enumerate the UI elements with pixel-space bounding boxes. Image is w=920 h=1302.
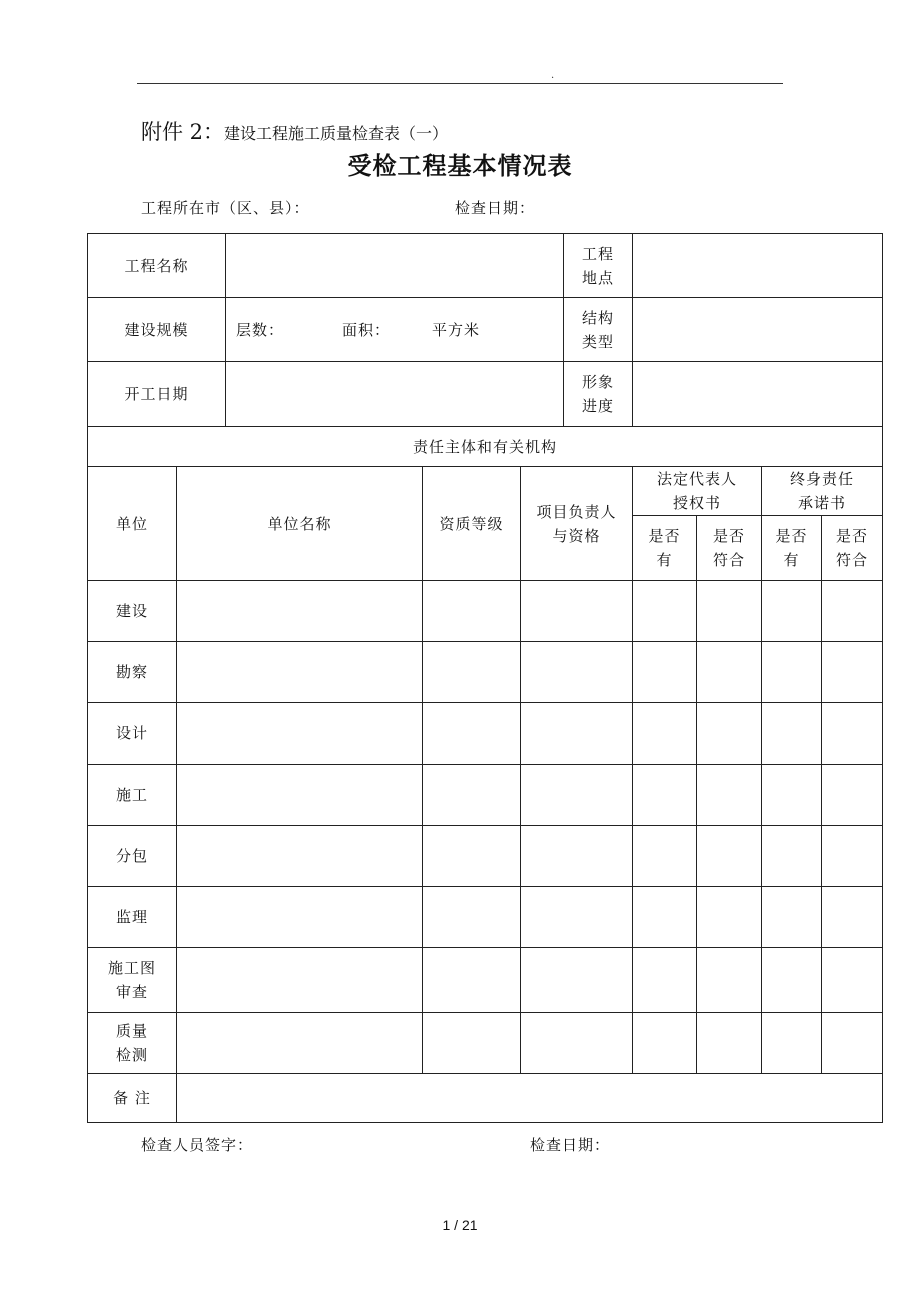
- col-unit: 单位: [88, 467, 177, 581]
- remark-label: 备 注: [88, 1073, 177, 1122]
- legal-match-cell[interactable]: [697, 947, 762, 1012]
- table-row: [88, 581, 883, 642]
- unit-name-cell[interactable]: [177, 581, 423, 642]
- start-date-label: 开工日期: [88, 362, 226, 427]
- qualification-cell[interactable]: [423, 642, 521, 703]
- qualification-cell[interactable]: [423, 703, 521, 764]
- col-legal-authorization: 法定代表人 授权书: [633, 467, 762, 516]
- project-site-field[interactable]: [633, 234, 883, 298]
- attachment-prefix: 附件 2：: [141, 120, 225, 144]
- lifetime-has-cell[interactable]: [762, 703, 822, 764]
- legal-match-cell[interactable]: [697, 886, 762, 947]
- qualification-cell[interactable]: [423, 1012, 521, 1073]
- attachment-title: 建设工程施工质量检查表（一）: [224, 124, 449, 143]
- header-dot: .: [551, 70, 555, 81]
- qualification-cell[interactable]: [423, 581, 521, 642]
- unit-name-cell[interactable]: [177, 947, 423, 1012]
- qualification-cell[interactable]: [423, 764, 521, 825]
- footer-check-date-label: 检查日期：: [530, 1136, 611, 1154]
- attachment-heading: [141, 116, 448, 146]
- col-unit-name: 单位名称: [177, 467, 423, 581]
- legal-has-cell[interactable]: [633, 947, 697, 1012]
- project-name-label: 工程名称: [88, 234, 226, 298]
- qualification-cell[interactable]: [423, 947, 521, 1012]
- row-project-name: [88, 234, 883, 298]
- unit-label: 施工图 审查: [88, 947, 177, 1012]
- project-manager-cell[interactable]: [521, 825, 633, 886]
- project-name-field[interactable]: [226, 234, 564, 298]
- table-row: [88, 703, 883, 764]
- unit-label: 施工: [88, 764, 177, 825]
- lifetime-has-cell[interactable]: [762, 642, 822, 703]
- legal-has-cell[interactable]: [633, 1012, 697, 1073]
- inspector-signature-label: 检查人员签字：: [141, 1136, 254, 1154]
- sqm-label: 平方米: [432, 320, 481, 339]
- lifetime-has-cell[interactable]: [762, 1012, 822, 1073]
- project-manager-cell[interactable]: [521, 642, 633, 703]
- lifetime-match-cell[interactable]: [822, 886, 883, 947]
- lifetime-has-cell[interactable]: [762, 886, 822, 947]
- project-manager-cell[interactable]: [521, 1012, 633, 1073]
- unit-label: 建设: [88, 581, 177, 642]
- col-lifetime-commitment: 终身责任 承诺书: [762, 467, 883, 516]
- legal-has-cell[interactable]: [633, 642, 697, 703]
- qualification-cell[interactable]: [423, 886, 521, 947]
- inspection-form-table: [87, 233, 883, 1123]
- legal-has-cell[interactable]: [633, 703, 697, 764]
- start-date-field[interactable]: [226, 362, 564, 427]
- unit-label: 监理: [88, 886, 177, 947]
- unit-label: 设计: [88, 703, 177, 764]
- row-start-date: [88, 362, 883, 427]
- lifetime-match-cell[interactable]: [822, 642, 883, 703]
- row-remark: [88, 1073, 883, 1122]
- lifetime-match-cell[interactable]: [822, 825, 883, 886]
- lifetime-has-cell[interactable]: [762, 825, 822, 886]
- lifetime-has-cell[interactable]: [762, 947, 822, 1012]
- area-label: 面积：: [342, 320, 391, 339]
- table-row: [88, 825, 883, 886]
- col-legal-match: 是否 符合: [697, 516, 762, 581]
- legal-match-cell[interactable]: [697, 764, 762, 825]
- row-column-headers: [88, 467, 883, 516]
- row-section-title: [88, 427, 883, 467]
- lifetime-match-cell[interactable]: [822, 947, 883, 1012]
- legal-has-cell[interactable]: [633, 886, 697, 947]
- col-lifetime-match: 是否 符合: [822, 516, 883, 581]
- unit-name-cell[interactable]: [177, 825, 423, 886]
- unit-name-cell[interactable]: [177, 886, 423, 947]
- lifetime-has-cell[interactable]: [762, 581, 822, 642]
- structure-field[interactable]: [633, 298, 883, 362]
- lifetime-match-cell[interactable]: [822, 581, 883, 642]
- table-row: [88, 947, 883, 1012]
- table-row: [88, 642, 883, 703]
- unit-name-cell[interactable]: [177, 1012, 423, 1073]
- project-manager-cell[interactable]: [521, 886, 633, 947]
- qualification-cell[interactable]: [423, 825, 521, 886]
- unit-name-cell[interactable]: [177, 703, 423, 764]
- legal-has-cell[interactable]: [633, 825, 697, 886]
- table-row: [88, 1012, 883, 1073]
- unit-name-cell[interactable]: [177, 642, 423, 703]
- col-project-manager: 项目负责人 与资格: [521, 467, 633, 581]
- project-manager-cell[interactable]: [521, 947, 633, 1012]
- legal-has-cell[interactable]: [633, 764, 697, 825]
- check-date-label: 检查日期：: [455, 199, 536, 217]
- structure-label: 结构 类型: [564, 298, 633, 362]
- lifetime-has-cell[interactable]: [762, 764, 822, 825]
- project-manager-cell[interactable]: [521, 581, 633, 642]
- page-number: 1 / 21: [442, 1217, 478, 1233]
- header-rule: [137, 83, 783, 84]
- lifetime-match-cell[interactable]: [822, 703, 883, 764]
- legal-match-cell[interactable]: [697, 581, 762, 642]
- legal-match-cell[interactable]: [697, 642, 762, 703]
- unit-label: 质量 检测: [88, 1012, 177, 1073]
- scale-field[interactable]: [226, 298, 564, 362]
- progress-field[interactable]: [633, 362, 883, 427]
- legal-has-cell[interactable]: [633, 581, 697, 642]
- remark-field[interactable]: [177, 1073, 883, 1122]
- floors-label: 层数：: [236, 320, 285, 339]
- unit-label: 勘察: [88, 642, 177, 703]
- row-scale: [88, 298, 883, 362]
- legal-match-cell[interactable]: [697, 1012, 762, 1073]
- legal-match-cell[interactable]: [697, 825, 762, 886]
- section-title: 责任主体和有关机构: [88, 427, 883, 467]
- page-title: 受检工程基本情况表: [347, 151, 573, 180]
- location-label: 工程所在市（区、县）：: [141, 199, 310, 217]
- progress-label: 形象 进度: [564, 362, 633, 427]
- col-legal-has: 是否 有: [633, 516, 697, 581]
- lifetime-match-cell[interactable]: [822, 764, 883, 825]
- lifetime-match-cell[interactable]: [822, 1012, 883, 1073]
- col-qualification: 资质等级: [423, 467, 521, 581]
- unit-name-cell[interactable]: [177, 764, 423, 825]
- col-lifetime-has: 是否 有: [762, 516, 822, 581]
- project-manager-cell[interactable]: [521, 703, 633, 764]
- table-row: [88, 886, 883, 947]
- scale-label: 建设规模: [88, 298, 226, 362]
- project-site-label: 工程 地点: [564, 234, 633, 298]
- project-manager-cell[interactable]: [521, 764, 633, 825]
- unit-label: 分包: [88, 825, 177, 886]
- legal-match-cell[interactable]: [697, 703, 762, 764]
- table-row: [88, 764, 883, 825]
